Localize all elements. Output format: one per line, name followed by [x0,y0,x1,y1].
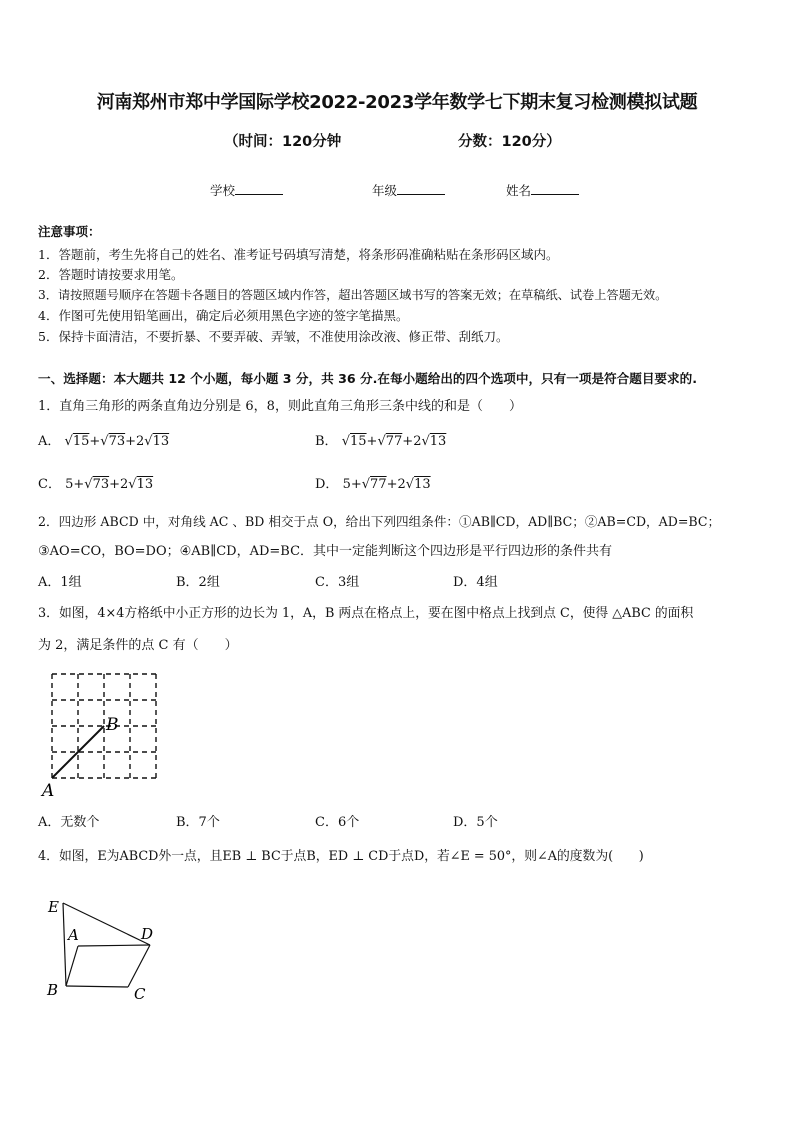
q3-option-c: C．6个 [315,815,360,830]
q2-option-d: D．4组 [453,575,498,590]
point-c-label: C [134,985,146,1003]
q2-stem-line2: ③AO=CO，BO=DO；④AB∥CD，AD=BC．其中一定能判断这个四边形是平行四边形的条件共有 [38,544,613,559]
page-title: 河南郑州市郑中学国际学校2022-2023学年数学七下期末复习检测模拟试题 [96,92,698,113]
sqrt-expression: √15+√73+2√13 [64,434,170,449]
q3-stem-line2: 为 2，满足条件的点 C 有（ ） [38,638,238,653]
grade-blank [397,182,445,195]
name-label: 姓名 [506,183,532,198]
notice-item: 4．作图可先使用铅笔画出，确定后必须用黑色字迹的签字笔描黑。 [38,308,409,323]
q2-option-c: C．3组 [315,575,360,590]
q3-option-b: B．7个 [176,815,220,830]
q3-stem-line1: 3．如图，4×4方格纸中小正方形的边长为 1，A，B 两点在格点上，要在图中格点上找到点 C，使得 △ABC 的面积 [38,606,694,621]
segment-ab [52,726,104,778]
point-b-label: B [106,715,119,735]
point-a-label: A [68,926,79,944]
point-b-label: B [47,981,59,999]
q1-option-a: A． √15+√73+2√13 [38,434,170,449]
q1-option-d: D． 5+√77+2√13 [315,477,431,492]
notice-item: 5．保持卡面清洁，不要折暴、不要弄破、弄皱，不准使用涂改液、修正带、刮纸刀。 [38,329,509,344]
sqrt-expression: 5+√73+2√13 [65,477,154,492]
quadrilateral-figure [40,892,170,1004]
q3-option-a: A．无数个 [38,815,100,830]
grid-figure [40,666,170,800]
exam-time: （时间：120分钟 [224,134,342,150]
q2-option-a: A．1组 [38,575,82,590]
notice-heading: 注意事项： [38,224,101,239]
notice-item: 2．答题时请按要求用笔。 [38,267,184,282]
q4-stem: 4．如图，E为ABCD外一点，且EB ⊥ BC于点B，ED ⊥ CD于点D，若∠E = 50°，则∠A的度数为( ) [38,849,644,864]
q2-stem-line1: 2．四边形 ABCD 中，对角线 AC 、BD 相交于点 O，给出下列四组条件：①AB∥CD，AD∥BC；②AB=CD，AD=BC； [38,514,721,529]
school-label: 学校 [210,183,236,198]
school-blank [235,182,283,195]
name-field [506,181,579,199]
school-field [210,181,283,199]
grade-label: 年级 [372,183,398,198]
point-e-label: E [48,898,59,916]
figure-lines [63,903,150,987]
exam-score: 分数：120分） [458,134,561,150]
notice-item: 3．请按照题号顺序在答题卡各题目的答题区域内作答，超出答题区域书写的答案无效；在草稿纸、试卷上答题无效。 [38,288,668,302]
q1-option-c: C． 5+√73+2√13 [38,477,154,492]
name-blank [531,182,579,195]
grade-field [372,181,445,199]
q1-stem: 1．直角三角形的两条直角边分别是 6，8，则此直角三角形三条中线的和是（ ） [38,399,522,414]
q1-option-b: B． √15+√77+2√13 [315,434,447,449]
q3-option-d: D．5个 [453,815,498,830]
point-d-label: D [141,925,154,943]
sqrt-expression: √15+√77+2√13 [341,434,447,449]
notice-item: 1．答题前，考生先将自己的姓名、准考证号码填写清楚，将条形码准确粘贴在条形码区域内。 [38,247,559,262]
sqrt-expression: 5+√77+2√13 [342,477,431,492]
point-a-label: A [42,781,55,800]
section-heading: 一、选择题：本大题共 12 个小题，每小题 3 分，共 36 分.在每小题给出的四个选项中，只有一项是符合题目要求的. [38,371,698,386]
q2-option-b: B．2组 [176,575,220,590]
